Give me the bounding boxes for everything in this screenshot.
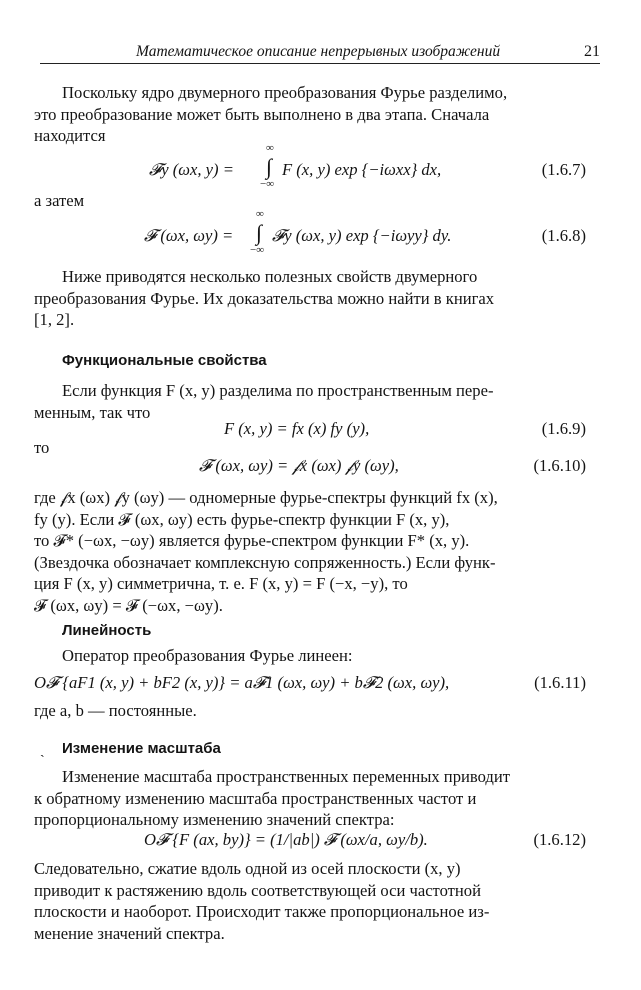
equation-rhs: 𝓕y (ωx, y) exp {−iωyy} dy. [272,226,452,245]
paragraph-consequence [34,858,586,944]
text-line: где 𝒻x (ωx) 𝒻y (ωy) — одномерные фурье-спектры функций fx (x), [34,488,498,507]
text-line: приводит к растяжению вдоль соответствующей оси частотной [34,880,481,900]
equation-number: (1.6.7) [541,160,586,179]
text-line: где a, b — постоянные. [34,701,197,720]
section-heading-linearity: Линейность [62,622,152,639]
equation-number: (1.6.11) [534,673,586,692]
integral-lower-limit: −∞ [260,178,275,190]
paragraph-separable [34,380,586,423]
text-line: к обратному изменению масштаба пространственных частот и [34,788,477,808]
equation-number: (1.6.10) [533,456,586,475]
text-line: Ниже приводятся несколько полезных свойств двумерного [62,267,478,286]
margin-mark: ˏ [40,743,45,758]
text-line: [1, 2]. [34,310,75,329]
text-line: Оператор преобразования Фурье линеен: [62,646,353,665]
equation-1-6-9 [34,418,586,442]
integral-sign-icon: ∫ [256,220,263,245]
text-line: то 𝓕* (−ωx, −ωy) является фурье-спектром функции F* (x, y). [34,531,470,550]
word-to: то [34,438,50,457]
equation-body: O𝓕 {F (ax, by)} = (1/|ab|) 𝓕 (ωx/a, ωy/b). [144,830,428,849]
text-line: Если функция F (x, y) разделима по пространственным пере- [62,381,494,400]
word-then: а затем [34,191,85,210]
equation-body: F (x, y) = fx (x) fy (y), [224,419,370,438]
equation-lhs: 𝓕y (ωx, y) = [149,160,234,179]
paragraph-spectra [34,487,586,616]
equation-1-6-11 [34,672,586,696]
text-line: Следовательно, сжатие вдоль одной из осей плоскости (x, y) [34,859,461,878]
equation-rhs: F (x, y) exp {−iωxx} dx, [282,160,442,179]
equation-number: (1.6.9) [541,419,586,438]
paragraph-properties [34,266,586,331]
equation-1-6-10 [34,455,586,479]
text-line: это преобразование может быть выполнено в два этапа. Сначала [34,104,490,124]
text-line: ция F (x, y) симметрична, т. е. F (x, y) = F (−x, −y), то [34,574,408,593]
text-line: 𝓕 (ωx, ωy) = 𝓕 (−ωx, −ωy). [34,595,223,615]
paragraph-scaling [34,766,586,831]
paragraph-linear [34,645,586,667]
text-line: Поскольку ядро двумерного преобразования Фурье разделимо, [62,83,508,102]
text-line: Изменение масштаба пространственных переменных приводит [62,767,510,786]
integral-sign-icon: ∫ [266,154,273,179]
equation-body: O𝓕 {aF1 (x, y) + bF2 (x, y)} = a𝓕1 (ωx, ωy) + b𝓕2 (ωx, ωy), [34,673,450,692]
integral-lower-limit: −∞ [250,244,265,256]
running-title: Математическое описание непрерывных изображений [136,43,501,60]
text-line: менение значений спектра. [34,923,225,943]
text-line: плоскости и наоборот. Происходит также пропорциональное из- [34,902,490,921]
paragraph-intro [34,82,586,147]
page-number: 21 [584,43,600,60]
text-line: находится [34,126,106,145]
equation-1-6-7 [34,142,586,192]
equation-number: (1.6.12) [533,830,586,849]
equation-1-6-12 [34,829,586,853]
integral-upper-limit: ∞ [266,142,274,154]
equation-lhs: 𝓕 (ωx, ωy) = [144,226,234,245]
integral-upper-limit: ∞ [256,208,264,220]
equation-1-6-8 [34,208,586,258]
text-line: менным, так что [34,402,151,422]
equation-body: 𝓕 (ωx, ωy) = 𝒻x (ωx) 𝒻y (ωy), [199,456,399,475]
text-line: (Звездочка обозначает комплексную сопряженность.) Если функ- [34,552,496,572]
text-line: преобразования Фурье. Их доказательства можно найти в книгах [34,288,495,308]
equation-number: (1.6.8) [541,226,586,245]
text-line: пропорциональному изменению значений спектра: [34,810,395,829]
paragraph-constants [34,700,586,722]
text-line: fy (y). Если 𝓕 (ωx, ωy) есть фурье-спектр функции F (x, y), [34,509,450,529]
running-head [40,41,600,64]
section-heading-functional: Функциональные свойства [62,352,267,369]
section-heading-scaling: Изменение масштаба [62,740,221,757]
